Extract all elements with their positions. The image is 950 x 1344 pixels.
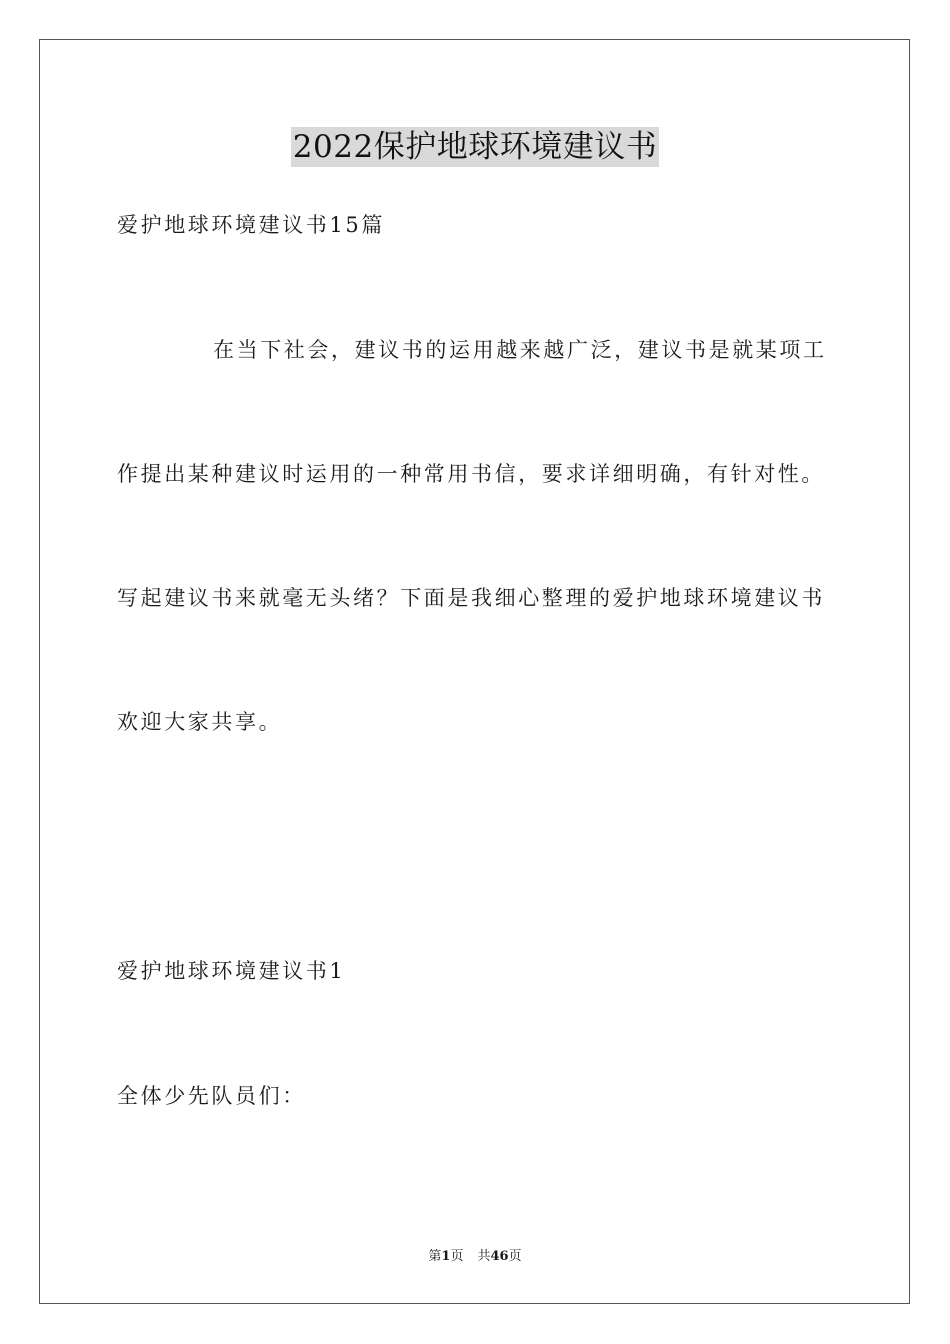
page-prefix: 第: [428, 1249, 442, 1264]
total-pages: 46: [490, 1249, 509, 1264]
page-suffix: 页: [450, 1249, 464, 1264]
paragraph-line-4: 欢迎大家共享。: [117, 710, 283, 734]
section-heading: 爱护地球环境建议书1: [117, 959, 346, 983]
title-container: [0, 127, 950, 167]
paragraph-line-3: 写起建议书来就毫无头绪？下面是我细心整理的爱护地球环境建议书: [117, 586, 825, 610]
salutation: 全体少先队员们：: [117, 1084, 306, 1108]
total-suffix: 页: [508, 1249, 522, 1264]
page-footer: [0, 1248, 950, 1266]
page-number: 1: [441, 1249, 451, 1264]
document-subtitle: 爱护地球环境建议书15篇: [117, 213, 385, 237]
paragraph-line-2: 作提出某种建议时运用的一种常用书信，要求详细明确，有针对性。: [117, 462, 825, 486]
paragraph-line-1: 在当下社会，建议书的运用越来越广泛，建议书是就某项工: [213, 338, 827, 362]
total-prefix: 共: [477, 1249, 491, 1264]
document-title: 2022保护地球环境建议书: [292, 129, 658, 165]
